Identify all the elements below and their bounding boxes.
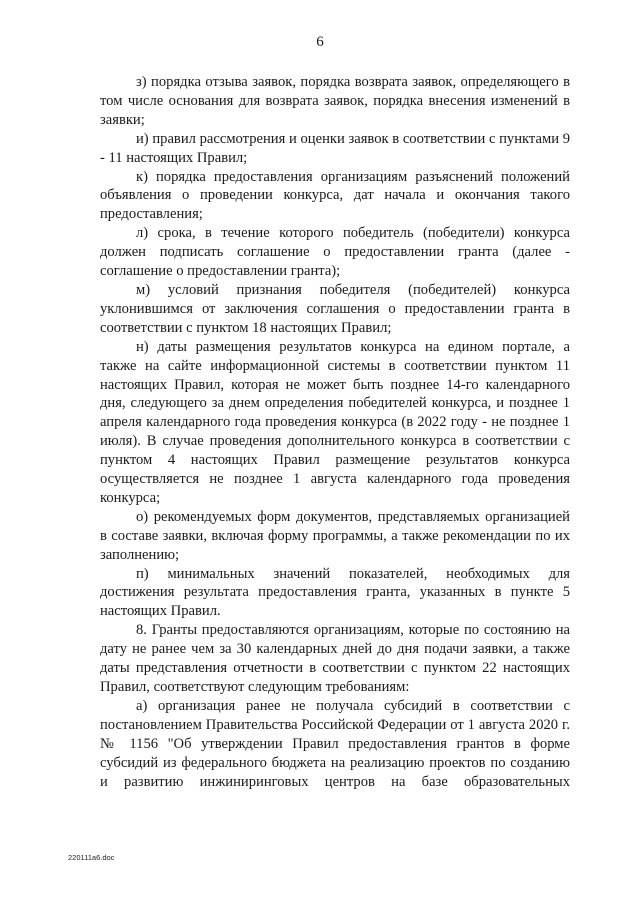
page-number: 6 (316, 34, 324, 50)
paragraph-a: а) организация ранее не получала субсидий в соответствии с постановлением Правительства Российской Федерации от 1 августа 2020 г. № 1156 "Об утверждении Правил предоставления грантов в форме субсидий из федерального бюджета на реализацию проектов по созданию и развитию инжиниринговых центров на базе образовательных (100, 697, 570, 790)
paragraph-l: л) срока, в течение которого победитель (победители) конкурса должен подписать соглашение о предоставлении гранта (далее - соглашение о предоставлении гранта); (100, 225, 570, 280)
paragraph-z: з) порядка отзыва заявок, порядка возврата заявок, определяющего в том числе основания для возврата заявок, порядка внесения изменений в заявки; (100, 74, 570, 128)
paragraph-p: п) минимальных значений показателей, необходимых для достижения результата предоставления гранта, указанных в пункте 5 настоящих Правил. (100, 565, 570, 620)
document-body (100, 73, 570, 791)
paragraph-m: м) условий признания победителя (победителей) конкурса уклонившимся от заключения соглашения о предоставлении гранта в соответствии с пунктом 18 настоящих Правил; (100, 281, 570, 336)
paragraph-8: 8. Гранты предоставляются организациям, которые по состоянию на дату не ранее чем за 30 календарных дней до дня подачи заявки, а также даты представления отчетности в соответствии с пунктом 22 настоящих Правил, соответствуют следующим требованиям: (100, 622, 570, 695)
paragraph-k: к) порядка предоставления организациям разъяснений положений объявления о проведении конкурса, дат начала и окончания такого предоставления; (100, 168, 570, 223)
paragraph-n: н) даты размещения результатов конкурса на едином портале, а также на сайте информационной системы в соответствии пунктом 11 настоящих Правил, которая не может быть позднее 14-го календарного дня, следующего за днем определения победителей конкурса, и позднее 1 апреля календарного года проведения конкурса (в 2022 году - не позднее 1 июля). В случае проведения дополнительного конкурса в соответствии с пунктом 4 настоящих Правил размещение результатов конкурса осуществляется не позднее 1 августа календарного года проведения конкурса; (100, 338, 570, 506)
paragraph-o: о) рекомендуемых форм документов, представляемых организацией в составе заявки, включая форму программы, а также рекомендации по их заполнению; (100, 508, 570, 563)
document-filename: 220111a6.doc (68, 853, 115, 862)
paragraph-i: и) правил рассмотрения и оценки заявок в соответствии с пунктами 9 - 11 настоящих Правил; (100, 130, 570, 166)
